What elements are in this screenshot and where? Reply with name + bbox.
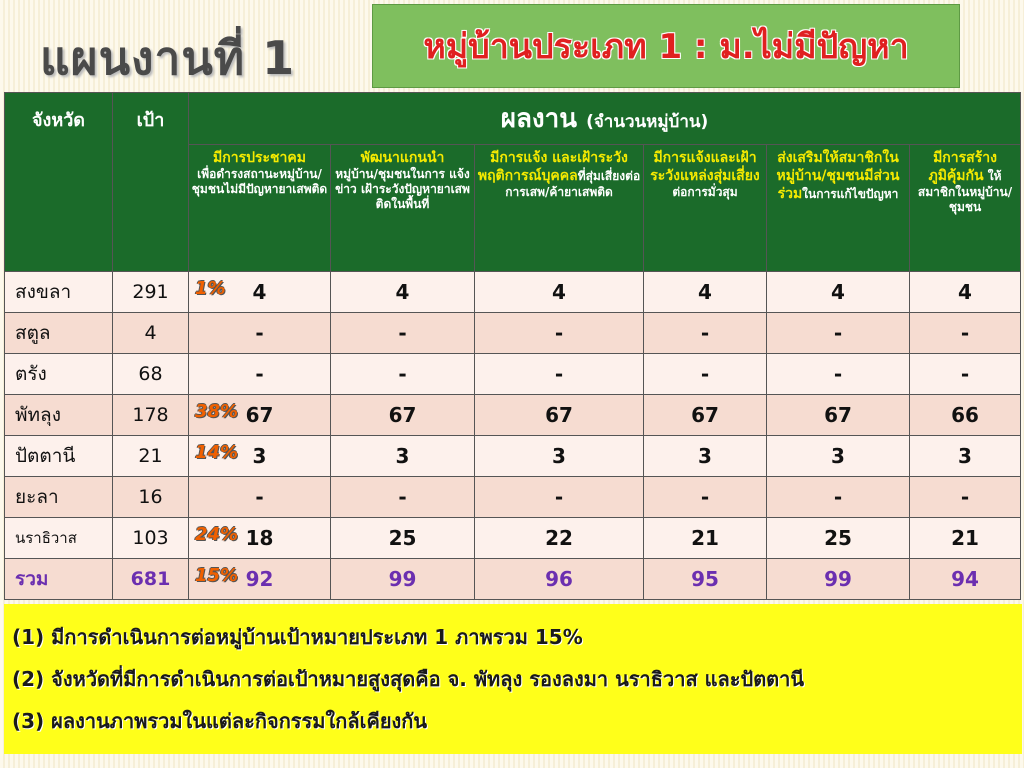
value-cell bbox=[189, 354, 331, 395]
note-item: (3) ผลงานภาพรวมในแต่ละกิจกรรมใกล้เคียงกัน bbox=[12, 709, 428, 733]
value-text: 4 bbox=[958, 280, 972, 304]
value-text: 4 bbox=[831, 280, 845, 304]
value-text: 3 bbox=[698, 444, 712, 468]
province-cell: ยะลา bbox=[5, 477, 113, 518]
value-text: 92 bbox=[245, 567, 274, 591]
value-cell bbox=[475, 559, 644, 600]
value-cell bbox=[189, 395, 331, 436]
value-text: - bbox=[398, 321, 407, 345]
activity-header bbox=[189, 145, 331, 272]
value-text: - bbox=[554, 362, 564, 386]
value-cell bbox=[767, 477, 910, 518]
value-cell bbox=[189, 518, 331, 559]
target-cell: 681 bbox=[113, 559, 189, 600]
activity-header bbox=[767, 145, 910, 272]
province-cell: ปัตตานี bbox=[5, 436, 113, 477]
province-cell: นราธิวาส bbox=[5, 518, 113, 559]
value-cell bbox=[189, 477, 331, 518]
value-cell bbox=[767, 354, 910, 395]
table-row bbox=[5, 354, 1021, 395]
value-cell bbox=[767, 518, 910, 559]
table-row bbox=[5, 436, 1021, 477]
total-row bbox=[5, 559, 1021, 600]
activity-highlight: พัฒนาแกนนำ bbox=[360, 150, 445, 166]
value-text: 3 bbox=[395, 444, 410, 468]
value-text: 95 bbox=[691, 567, 719, 591]
table-body bbox=[5, 272, 1021, 600]
value-text: 4 bbox=[698, 280, 712, 304]
value-cell bbox=[910, 354, 1021, 395]
value-cell bbox=[910, 272, 1021, 313]
value-text: - bbox=[960, 321, 970, 345]
value-cell bbox=[475, 313, 644, 354]
value-cell bbox=[644, 272, 767, 313]
target-cell: 16 bbox=[113, 477, 189, 518]
value-cell bbox=[910, 436, 1021, 477]
results-table bbox=[4, 92, 1021, 600]
value-cell bbox=[767, 313, 910, 354]
category-banner bbox=[372, 4, 960, 88]
value-text: 3 bbox=[552, 444, 566, 468]
header-target: เป้า bbox=[113, 93, 189, 272]
value-cell bbox=[331, 272, 475, 313]
value-text: 3 bbox=[252, 444, 267, 468]
value-text: - bbox=[700, 321, 710, 345]
activity-detail: ในการแก้ไขปัญหา bbox=[802, 187, 899, 201]
percent-badge: 24% bbox=[195, 524, 239, 545]
value-cell bbox=[910, 477, 1021, 518]
value-text: - bbox=[700, 362, 710, 386]
value-text: 4 bbox=[395, 280, 410, 304]
value-text: 99 bbox=[824, 567, 852, 591]
percent-badge: 38% bbox=[195, 401, 239, 422]
value-cell bbox=[189, 559, 331, 600]
activity-highlight: มีการสร้างภูมิคุ้มกัน bbox=[928, 150, 997, 184]
value-text: 94 bbox=[951, 567, 979, 591]
value-text: - bbox=[554, 321, 564, 345]
value-text: - bbox=[255, 485, 264, 509]
activity-header bbox=[331, 145, 475, 272]
value-text: - bbox=[833, 485, 843, 509]
percent-badge: 15% bbox=[195, 565, 239, 586]
value-text: 3 bbox=[831, 444, 845, 468]
percent-badge: 1% bbox=[195, 278, 226, 299]
value-text: 67 bbox=[245, 403, 274, 427]
activity-header bbox=[475, 145, 644, 272]
province-cell: พัทลุง bbox=[5, 395, 113, 436]
value-text: 21 bbox=[951, 526, 979, 550]
activity-detail: เพื่อดำรงสถานะหมู่บ้าน/ชุมชนไม่มีปัญหายาเสพติด bbox=[191, 167, 328, 196]
value-cell bbox=[644, 354, 767, 395]
value-text: 99 bbox=[388, 567, 417, 591]
target-cell: 178 bbox=[113, 395, 189, 436]
target-cell: 21 bbox=[113, 436, 189, 477]
value-text: - bbox=[554, 485, 564, 509]
value-cell bbox=[331, 518, 475, 559]
percent-badge: 14% bbox=[195, 442, 239, 463]
value-cell bbox=[475, 354, 644, 395]
value-cell bbox=[331, 559, 475, 600]
activity-detail: หมู่บ้าน/ชุมชนในการ แจ้งข่าว เฝ้าระวังปัญหายาเสพติดในพื้นที่ bbox=[335, 167, 470, 211]
value-text: - bbox=[398, 362, 407, 386]
value-text: 96 bbox=[545, 567, 573, 591]
table-row bbox=[5, 477, 1021, 518]
banner-title: หมู่บ้านประเภท 1 : ม.ไม่มีปัญหา bbox=[423, 27, 909, 67]
target-cell: 103 bbox=[113, 518, 189, 559]
activity-detail: ที่สุ่มเสี่ยงต่อการเสพ/ค้ายาเสพติด bbox=[505, 169, 641, 199]
province-cell: ตรัง bbox=[5, 354, 113, 395]
value-text: 67 bbox=[388, 403, 417, 427]
activity-highlight: มีการแจ้งและเฝ้าระวังแหล่งสุ่มเสี่ยง bbox=[650, 150, 760, 184]
header-result-unit: (จำนวนหมู่บ้าน) bbox=[586, 112, 709, 132]
value-text: - bbox=[255, 362, 264, 386]
value-cell bbox=[331, 354, 475, 395]
value-text: 22 bbox=[545, 526, 573, 550]
activity-header bbox=[644, 145, 767, 272]
value-cell bbox=[331, 313, 475, 354]
activity-highlight: ส่งเสริมให้สมาชิกในหมู่บ้าน/ชุมชนมีส่วนร่วม bbox=[776, 150, 900, 202]
value-text: - bbox=[398, 485, 407, 509]
value-cell bbox=[767, 272, 910, 313]
value-text: - bbox=[833, 362, 843, 386]
value-cell bbox=[475, 436, 644, 477]
value-cell bbox=[189, 313, 331, 354]
value-text: - bbox=[960, 485, 970, 509]
province-cell: รวม bbox=[5, 559, 113, 600]
value-text: - bbox=[833, 321, 843, 345]
value-cell bbox=[331, 395, 475, 436]
value-cell bbox=[475, 518, 644, 559]
value-text: 25 bbox=[824, 526, 852, 550]
activity-detail: ให้สมาชิกในหมู่บ้าน/ชุมชน bbox=[917, 169, 1013, 214]
value-cell bbox=[475, 272, 644, 313]
activity-highlight: มีการแจ้ง และเฝ้าระวังพฤติการณ์บุคคล bbox=[477, 150, 628, 184]
value-cell bbox=[644, 395, 767, 436]
table-row bbox=[5, 313, 1021, 354]
value-cell bbox=[644, 436, 767, 477]
header-province: จังหวัด bbox=[5, 93, 113, 272]
summary-notes bbox=[4, 604, 1022, 754]
note-item: (2) จังหวัดที่มีการดำเนินการต่อเป้าหมายสูงสุดคือ จ. พัทลุง รองลงมา นราธิวาส และปัตตานี bbox=[12, 667, 805, 691]
value-text: 18 bbox=[245, 526, 274, 550]
value-cell bbox=[910, 395, 1021, 436]
value-cell bbox=[767, 436, 910, 477]
province-cell: สงขลา bbox=[5, 272, 113, 313]
table-row bbox=[5, 518, 1021, 559]
value-text: 25 bbox=[388, 526, 417, 550]
note-item: (1) มีการดำเนินการต่อหมู่บ้านเป้าหมายประเภท 1 ภาพรวม 15% bbox=[12, 625, 583, 649]
target-cell: 68 bbox=[113, 354, 189, 395]
value-text: - bbox=[255, 321, 264, 345]
value-cell bbox=[475, 477, 644, 518]
value-cell bbox=[189, 436, 331, 477]
value-cell bbox=[910, 559, 1021, 600]
value-cell bbox=[767, 395, 910, 436]
value-text: - bbox=[700, 485, 710, 509]
value-cell bbox=[644, 313, 767, 354]
header-result-label: ผลงาน bbox=[500, 104, 577, 134]
target-cell: 4 bbox=[113, 313, 189, 354]
value-cell bbox=[331, 477, 475, 518]
value-cell bbox=[910, 313, 1021, 354]
value-text: 4 bbox=[252, 280, 267, 304]
value-text: 21 bbox=[691, 526, 719, 550]
target-cell: 291 bbox=[113, 272, 189, 313]
value-cell bbox=[767, 559, 910, 600]
table-row bbox=[5, 272, 1021, 313]
value-text: 67 bbox=[691, 403, 719, 427]
value-cell bbox=[644, 559, 767, 600]
value-text: - bbox=[960, 362, 970, 386]
value-text: 66 bbox=[951, 403, 979, 427]
activity-highlight: มีการประชาคม bbox=[213, 150, 306, 166]
value-text: 67 bbox=[545, 403, 573, 427]
value-cell bbox=[475, 395, 644, 436]
value-cell bbox=[189, 272, 331, 313]
value-cell bbox=[331, 436, 475, 477]
value-cell bbox=[644, 477, 767, 518]
value-cell bbox=[910, 518, 1021, 559]
value-text: 3 bbox=[958, 444, 972, 468]
value-text: 4 bbox=[552, 280, 566, 304]
header-result bbox=[189, 93, 1021, 145]
activity-header bbox=[910, 145, 1021, 272]
slide-title: แผนงานที่ 1 bbox=[40, 31, 296, 85]
value-text: 67 bbox=[824, 403, 852, 427]
province-cell: สตูล bbox=[5, 313, 113, 354]
table-row bbox=[5, 395, 1021, 436]
value-cell bbox=[644, 518, 767, 559]
activity-detail: ต่อการมั่วสุม bbox=[672, 185, 738, 199]
